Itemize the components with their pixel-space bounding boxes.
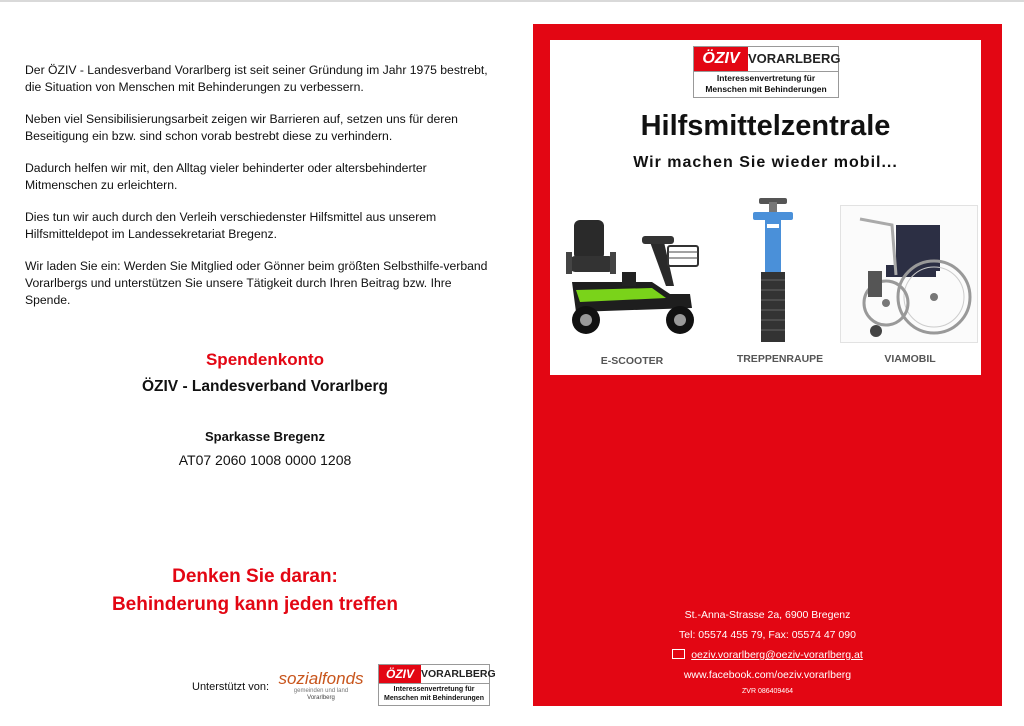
logo-region: VORARLBERG [748, 51, 841, 66]
logo-tagline-2: Menschen mit Behinderungen [384, 695, 484, 702]
oziv-logo-small [378, 664, 496, 706]
donation-title: Spendenkonto [205, 350, 325, 369]
support-label: Unterstützt von: [192, 681, 270, 693]
logo-region: VORARLBERG [421, 668, 496, 680]
top-divider [0, 0, 1024, 2]
intro-text [25, 62, 495, 324]
slogan-line-1: Denken Sie daran: [172, 566, 338, 587]
wheelchair-image [840, 205, 978, 343]
slogan-line-2: Behinderung kann jeden treffen [111, 594, 399, 615]
intro-paragraph: Neben viel Sensibilisierungsarbeit zeigen wir Barrieren auf, setzen uns für deren Beseitigung ein bzw. sind schon vorab bestrebt diese zu verhindern. [25, 112, 458, 143]
donation-organization: ÖZIV - Landesverband Vorarlberg [141, 378, 389, 395]
contact-email-row [533, 649, 1002, 661]
stair-climber-image [745, 196, 801, 346]
contact-zvr: ZVR 086409464 [742, 688, 793, 695]
sozialfonds-subtext: gemeinden und land [293, 688, 349, 694]
contact-web-link[interactable]: www.facebook.com/oeziv.vorarlberg [683, 669, 852, 681]
logo-oziv: ÖZIV [694, 47, 748, 71]
scooter-image [562, 212, 706, 348]
mail-icon [672, 649, 685, 659]
sozialfonds-logo [269, 670, 373, 704]
logo-oziv: ÖZIV [379, 665, 421, 683]
product-label-treppenraupe: TREPPENRAUPE [736, 353, 824, 365]
sozialfonds-wordmark: sozialfonds [278, 669, 364, 688]
sozialfonds-region: Vorarlberg [307, 695, 335, 701]
logo-tagline-1: Interessenvertretung für [393, 686, 475, 693]
intro-paragraph: Der ÖZIV - Landesverband Vorarlberg ist seit seiner Gründung im Jahr 1975 bestrebt, die Situation von Menschen mit Behinderungen zu verbessern. [25, 63, 488, 94]
product-label-viamobil: VIAMOBIL [884, 353, 936, 365]
contact-address: St.-Anna-Strasse 2a, 6900 Bregenz [684, 609, 851, 621]
intro-paragraph: Dadurch helfen wir mit, den Alltag vieler behinderter oder altersbehinderter Mitmenschen zu erleichtern. [25, 161, 427, 192]
intro-paragraph: Wir laden Sie ein: Werden Sie Mitglied oder Gönner beim größten Selbsthilfe-verband Vorarlbergs und unterstützen Sie unsere Tätigkeit durch Ihren Beitrag bzw. Ihre Spende. [25, 259, 488, 307]
cover-subtitle: Wir machen Sie wieder mobil... [633, 154, 898, 171]
donation-iban: AT07 2060 1008 0000 1208 [178, 452, 352, 468]
donation-bank: Sparkasse Bregenz [205, 429, 325, 444]
cover-title: Hilfsmittelzentrale [640, 110, 891, 142]
logo-tagline-1: Interessenvertretung für [716, 73, 816, 83]
logo-tagline-2: Menschen mit Behinderungen [705, 84, 827, 94]
intro-paragraph: Dies tun wir auch durch den Verleih verschiedenster Hilfsmittel aus unserem Hilfsmitteldepot im Landessekretariat Bregenz. [25, 210, 437, 241]
oziv-logo-large [693, 46, 839, 98]
product-label-e-scooter: E-SCOOTER [600, 355, 664, 367]
contact-phone: Tel: 05574 455 79, Fax: 05574 47 090 [679, 629, 856, 641]
contact-email-link[interactable]: oeziv.vorarlberg@oeziv-vorarlberg.at [691, 649, 863, 661]
